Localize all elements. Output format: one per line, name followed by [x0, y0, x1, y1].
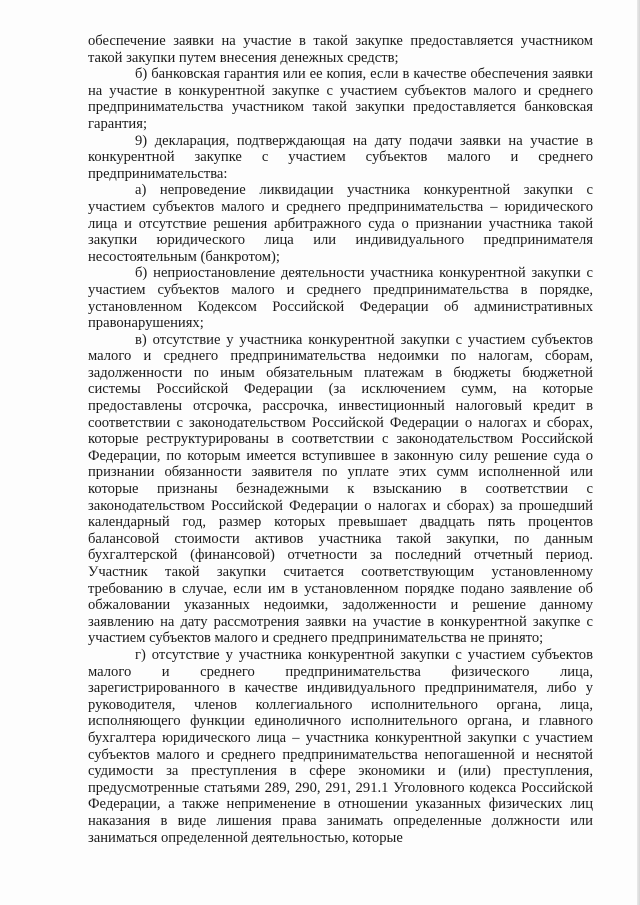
paragraph-item-b: б) неприостановление деятельности участника конкурентной закупки с участием субъектов малого и среднего предпринимательства в порядке, установленном Кодексом Российской Федерации об административных правонарушениях;	[88, 265, 593, 332]
paragraph-bank-guarantee: б) банковская гарантия или ее копия, если в качестве обеспечения заявки на участие в конкурентной закупке с участием субъектов малого и среднего предпринимательства участником такой закупки предоставляется банковская гарантия;	[88, 66, 593, 132]
paragraph-continuation: обеспечение заявки на участие в такой закупке предоставляется участником такой закупки путем внесения денежных средств;	[88, 33, 593, 66]
document-body	[88, 33, 593, 846]
paragraph-item-g: г) отсутствие у участника конкурентной закупки с участием субъектов малого и среднего предпринимательства физического лица, зарегистрированного в качестве индивидуального предпринимателя, либо у руководителя, членов коллегиального исполнительного органа, лица, исполняющего функции единоличного исполнительного органа, и главного бухгалтера юридического лица – участника конкурентной закупки с участием субъектов малого и среднего предпринимательства непогашенной и неснятой судимости за преступления в сфере экономики и (или) преступления, предусмотренные статьями 289, 290, 291, 291.1 Уголовного кодекса Российской Федерации, а также неприменение в отношении указанных физических лиц наказания в виде лишения права занимать определенные должности или заниматься определенной деятельностью, которые	[88, 646, 593, 846]
paragraph-item-a: а) непроведение ликвидации участника конкурентной закупки с участием субъектов малого и среднего предпринимательства – юридического лица и отсутствие решения арбитражного суда о признании участника такой закупки юридического лица или индивидуального предпринимателя несостоятельным (банкротом);	[88, 182, 593, 265]
paragraph-item-v: в) отсутствие у участника конкурентной закупки с участием субъектов малого и среднего предпринимательства недоимки по налогам, сборам, задолженности по иным обязательным платежам в бюджеты бюджетной системы Российской Федерации (за исключением сумм, на которые предоставлены отсрочка, рассрочка, инвестиционный налоговый кредит в соответствии с законодательством Российской Федерации о налогах и сборах, которые реструктурированы в соответствии с законодательством Российской Федерации, по которым имеется вступившее в законную силу решение суда о признании обязанности заявителя по уплате этих сумм исполненной или которые признаны безнадежными к взысканию в соответствии с законодательством Российской Федерации о налогах и сборах) за прошедший календарный год, размер которых превышает двадцать пять процентов балансовой стоимости активов участника такой закупки, по данным бухгалтерской (финансовой) отчетности за последний отчетный период. Участник такой закупки считается соответствующим установленному требованию в случае, если им в установленном порядке подано заявление об обжаловании указанных недоимки, задолженности и решение данному заявлению на дату рассмотрения заявки на участие в конкурентной закупке с участием субъектов малого и среднего предпринимательства не принято;	[88, 331, 593, 647]
paragraph-declaration: 9) декларация, подтверждающая на дату подачи заявки на участие в конкурентной закупке с участием субъектов малого и среднего предпринимательства:	[88, 132, 593, 182]
